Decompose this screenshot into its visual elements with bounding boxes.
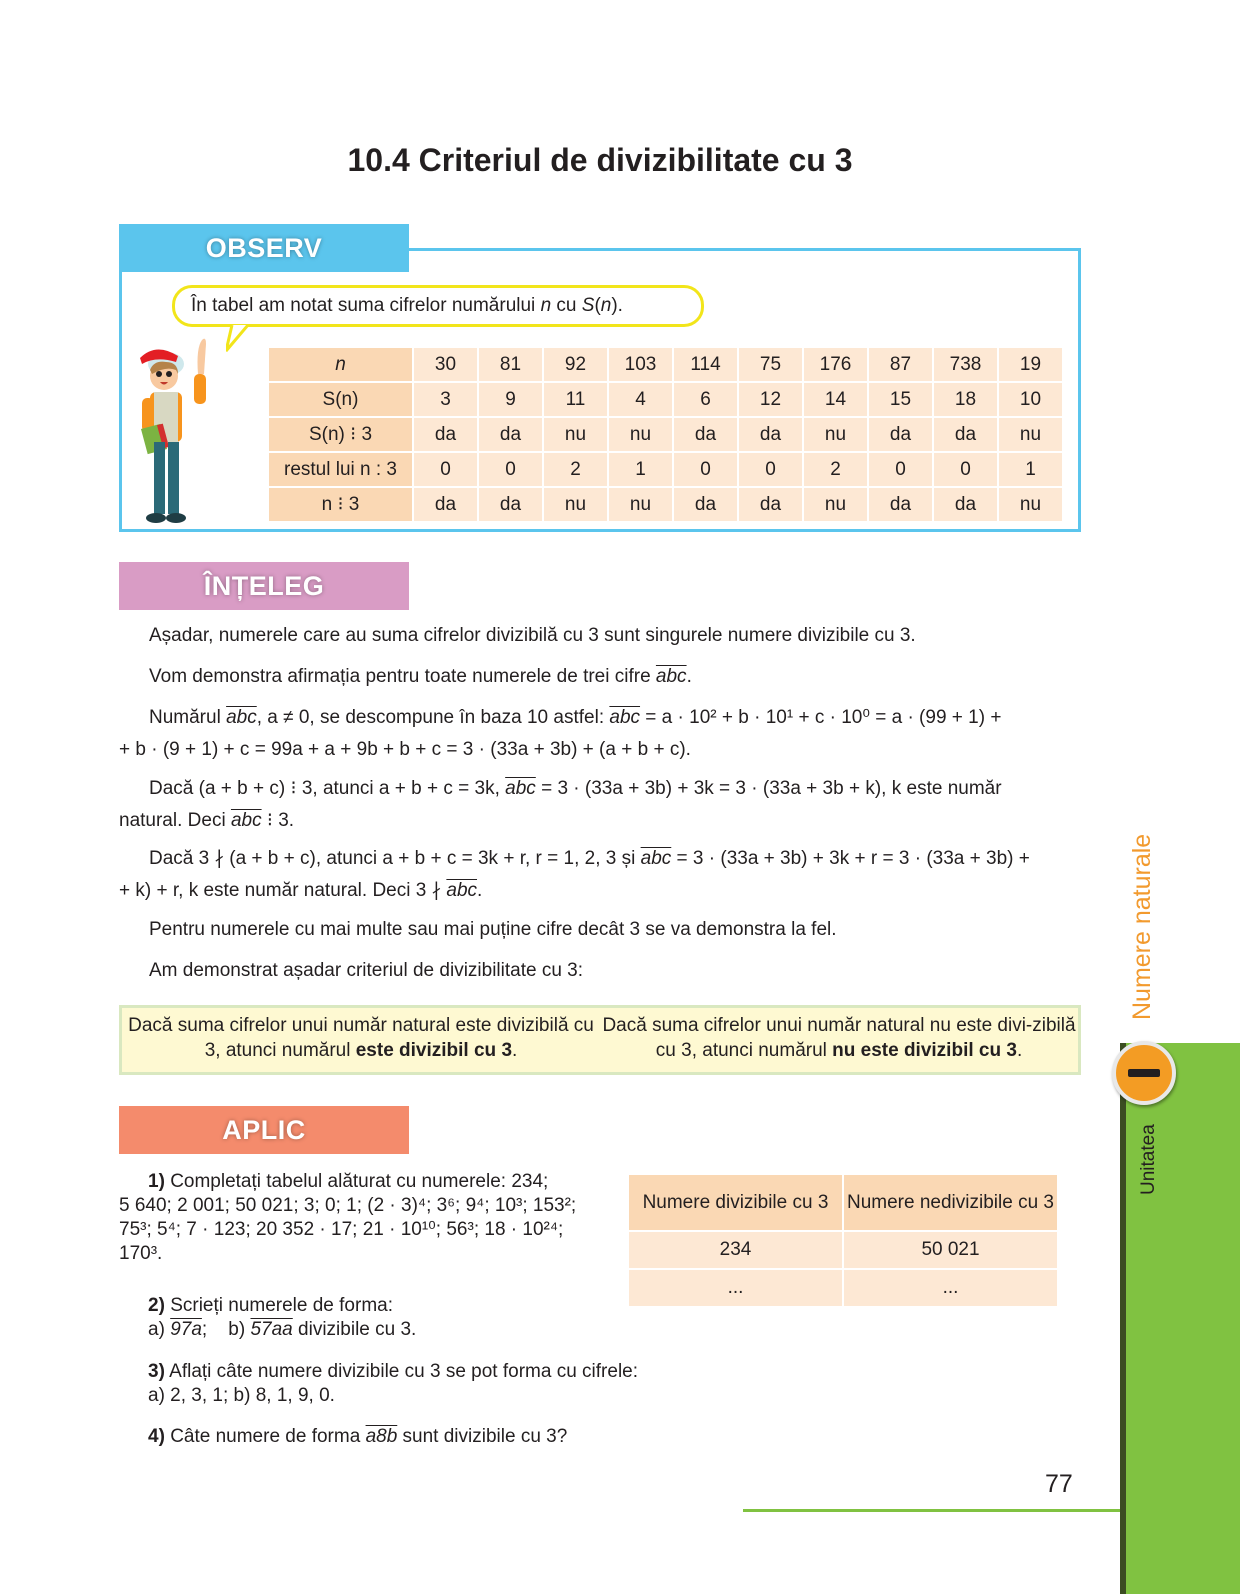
overline-number: a8b [365, 1426, 398, 1447]
paragraph-text: Am demonstrat așadar criteriul de divizibilitate cu 3: [149, 960, 584, 981]
paragraph-case-divisible [119, 773, 1081, 837]
criterion-text: Dacă suma cifrelor unui număr natural este divizibilă cu 3, atunci numărul [128, 1015, 594, 1061]
footer-divider [743, 1509, 1120, 1512]
table-row [269, 418, 1062, 451]
table-cell: nu [544, 488, 607, 521]
observ-frame-top-line [409, 248, 1081, 251]
paragraph-text: = 3 · (33a + 3b) + 3k = 3 · (33a + 3b + k), k este număr [535, 778, 1002, 799]
table-header-row [629, 1175, 1057, 1230]
criterion-text: Dacă suma cifrelor unui număr natural nu este divi-zibilă cu 3, atunci numărul [602, 1015, 1076, 1061]
table-cell: nu [804, 488, 867, 521]
table-cell: 9 [479, 383, 542, 416]
table-cell: da [739, 418, 802, 451]
table-cell: 75 [739, 348, 802, 381]
overline-abc: $\overline{abc}$ [609, 707, 641, 728]
criterion-bold: este divizibil cu 3 [355, 1040, 513, 1061]
table-cell: nu [609, 488, 672, 521]
table-cell: 11 [544, 383, 607, 416]
paragraph-text: = 3 · (33a + 3b) + 3k + r = 3 · (33a + 3b) + [671, 848, 1030, 869]
table-row [269, 348, 1062, 381]
table-cell: ... [629, 1270, 842, 1306]
table-cell: 103 [609, 348, 672, 381]
exercise-number: 1) [148, 1171, 165, 1192]
row-header-sum: S(n) [269, 383, 412, 416]
table-cell: 2 [544, 453, 607, 486]
chapter-title-vertical: Numere naturale [1128, 833, 1156, 1020]
option-label: a) [148, 1319, 165, 1340]
exercise-text: Scrieți numerele de forma: [170, 1295, 394, 1316]
table-cell: da [739, 488, 802, 521]
exercise-text: 75³; 5⁴; 7 · 123; 20 352 · 17; 21 · 10¹⁰; 56³; 18 · 10²⁴; [119, 1219, 564, 1240]
paragraph-text: + b · (9 + 1) + c = 99a + a + 9b + b + c = 3 · (33a + 3b) + (a + b + c). [119, 739, 691, 760]
criterion-end: . [512, 1040, 518, 1061]
exercise-4 [148, 1425, 567, 1449]
exercise-1 [148, 1170, 618, 1194]
paragraph-text: Vom demonstra afirmația pentru toate numerele de trei cifre [149, 666, 651, 687]
table-cell: da [414, 418, 477, 451]
bubble-var-s: S [581, 295, 595, 316]
observation-table [267, 346, 1064, 523]
exercise-3 [148, 1360, 638, 1408]
page-number: 77 [1045, 1470, 1073, 1498]
table-cell: da [479, 488, 542, 521]
table-cell: 4 [609, 383, 672, 416]
table-row [269, 453, 1062, 486]
table-cell: da [674, 418, 737, 451]
section-header-observ: OBSERV [119, 224, 409, 272]
table-cell: ... [844, 1270, 1057, 1306]
overline-abc: $\overline{abc}$ [655, 666, 687, 687]
table-row [269, 488, 1062, 521]
paragraph-text: Așadar, numerele care au suma cifrelor divizibilă cu 3 sunt singurele numere divizibile cu 3. [149, 625, 916, 646]
criterion-not-divisible [600, 1008, 1078, 1072]
table-cell: 6 [674, 383, 737, 416]
exercise-2: 2) Scrieți numerele de forma: a) 97a; b) 57aa divizibile cu 3. [148, 1295, 417, 1340]
table-row [629, 1270, 1057, 1306]
roman-numeral-one-icon [1128, 1069, 1160, 1077]
paragraph-text: natural. Deci [119, 810, 226, 831]
page-title: 10.4 Criteriul de divizibilitate cu 3 [347, 142, 853, 178]
exercise-text: divizibile cu 3. [298, 1319, 417, 1340]
column-header-divisible: Numere divizibile cu 3 [629, 1175, 842, 1230]
table-cell: 87 [869, 348, 932, 381]
paragraph-text: , a ≠ 0, se descompune în baza 10 astfel: [256, 707, 605, 728]
paragraph-text: Numărul [149, 707, 221, 728]
exercise-options: a) 2, 3, 1; b) 8, 1, 9, 0. [148, 1385, 335, 1406]
table-cell: da [674, 488, 737, 521]
table-cell: da [869, 418, 932, 451]
table-cell: 50 021 [844, 1232, 1057, 1268]
table-cell: 0 [414, 453, 477, 486]
bubble-var-n: n [540, 295, 552, 316]
table-cell: 0 [674, 453, 737, 486]
table-cell: 14 [804, 383, 867, 416]
table-cell: 30 [414, 348, 477, 381]
overline-abc: $\overline{abc}$ [640, 848, 672, 869]
classification-table [627, 1173, 1059, 1308]
paragraph-text: + k) + r, k este număr natural. Deci 3 ∤ [119, 880, 442, 901]
table-cell: 0 [869, 453, 932, 486]
table-cell: 3 [414, 383, 477, 416]
paragraph-criterion-intro [119, 955, 1081, 987]
table-row [269, 383, 1062, 416]
table-cell: 738 [934, 348, 997, 381]
speech-bubble [172, 285, 704, 327]
overline-abc: $\overline{abc}$ [505, 778, 536, 799]
bubble-end: ). [611, 295, 623, 316]
paragraph-generalization [119, 914, 1081, 946]
paragraph-conclusion [119, 620, 1081, 652]
paragraph-text: Dacă 3 ∤ (a + b + c), atunci a + b + c = 3k + r, r = 1, 2, 3 și [149, 848, 636, 869]
table-cell: 18 [934, 383, 997, 416]
row-header-sum-divisible: S(n) ⁝ 3 [269, 418, 412, 451]
paragraph-text: ⁝ 3. [261, 810, 295, 831]
exercise-1-continued [119, 1194, 619, 1266]
bubble-var-n2: n [600, 295, 612, 316]
student-character-illustration [136, 334, 212, 526]
table-cell: 114 [674, 348, 737, 381]
paragraph-text: Dacă (a + b + c) ⁝ 3, atunci a + b + c = 3k, [149, 778, 500, 799]
table-cell: 1 [999, 453, 1062, 486]
exercise-text: Câte numere de forma [170, 1426, 361, 1447]
exercise-number: 4) [148, 1426, 165, 1447]
table-cell: nu [544, 418, 607, 451]
unit-numeral-badge-icon [1112, 1041, 1176, 1105]
paragraph-text: Pentru numerele cu mai multe sau mai puține cifre decât 3 se va demonstra la fel. [149, 919, 837, 940]
row-header-n-divisible: n ⁝ 3 [269, 488, 412, 521]
bubble-text-pre: În tabel am notat suma cifrelor numărului [191, 295, 541, 316]
table-cell: da [869, 488, 932, 521]
exercise-text: 5 640; 2 001; 50 021; 3; 0; 1; (2 · 3)⁴; 3⁶; 9⁴; 10³; 153²; [119, 1195, 577, 1216]
table-cell: 19 [999, 348, 1062, 381]
exercise-text: 170³. [119, 1243, 163, 1264]
table-cell: 92 [544, 348, 607, 381]
table-cell: 0 [739, 453, 802, 486]
criteria-box [119, 1005, 1081, 1075]
paragraph-decomposition [119, 702, 1081, 766]
paragraph-text: = a · 10² + b · 10¹ + c · 10⁰ = a · (99 + 1) + [640, 707, 1002, 728]
overline-abc: $\overline{abc}$ [446, 880, 478, 901]
option-label: b) [228, 1319, 246, 1340]
table-cell: 234 [629, 1232, 842, 1268]
exercise-text: sunt divizibile cu 3? [402, 1426, 568, 1447]
table-cell: 0 [479, 453, 542, 486]
criterion-divisible [122, 1008, 600, 1072]
overline-number: 57aa [250, 1319, 293, 1340]
bubble-text-mid: cu [551, 295, 582, 316]
column-header-not-divisible: Numere nedivizibile cu 3 [844, 1175, 1057, 1230]
criterion-bold: nu este divizibil cu 3 [832, 1040, 1017, 1061]
paragraph-text: . [477, 880, 483, 901]
table-cell: 1 [609, 453, 672, 486]
table-cell: 81 [479, 348, 542, 381]
criterion-end: . [1016, 1040, 1023, 1061]
section-header-inteleg: ÎNȚELEG [119, 562, 409, 610]
bubble-paren: ( [594, 295, 601, 316]
table-cell: da [479, 418, 542, 451]
table-cell: nu [999, 488, 1062, 521]
paragraph-demonstration-intro: Vom demonstra afirmația pentru toate numerele de trei cifre $\overline{abc}$. [149, 666, 692, 687]
table-row [629, 1232, 1057, 1268]
exercise-number: 2) [148, 1295, 165, 1316]
exercise-text: Aflați câte numere divizibile cu 3 se pot forma cu cifrele: [169, 1361, 639, 1382]
exercise-number: 3) [148, 1361, 165, 1382]
table-cell: 10 [999, 383, 1062, 416]
paragraph-case-not-divisible [119, 843, 1081, 907]
overline-abc: $\overline{abc}$ [226, 707, 257, 728]
section-header-aplic: APLIC [119, 1106, 409, 1154]
exercise-text: Completați tabelul alăturat cu numerele: 234; [170, 1171, 549, 1192]
table-cell: nu [609, 418, 672, 451]
table-cell: 176 [804, 348, 867, 381]
table-cell: nu [999, 418, 1062, 451]
row-header-n: n [269, 348, 412, 381]
table-cell: da [934, 488, 997, 521]
overline-abc: $\overline{abc}$ [230, 810, 262, 831]
overline-number: 97a [170, 1319, 202, 1340]
table-cell: da [414, 488, 477, 521]
table-cell: 0 [934, 453, 997, 486]
table-cell: 15 [869, 383, 932, 416]
table-cell: 2 [804, 453, 867, 486]
row-header-remainder: restul lui n : 3 [269, 453, 412, 486]
table-cell: 12 [739, 383, 802, 416]
table-cell: da [934, 418, 997, 451]
unit-label-vertical: Unitatea [1138, 1124, 1159, 1195]
table-cell: nu [804, 418, 867, 451]
